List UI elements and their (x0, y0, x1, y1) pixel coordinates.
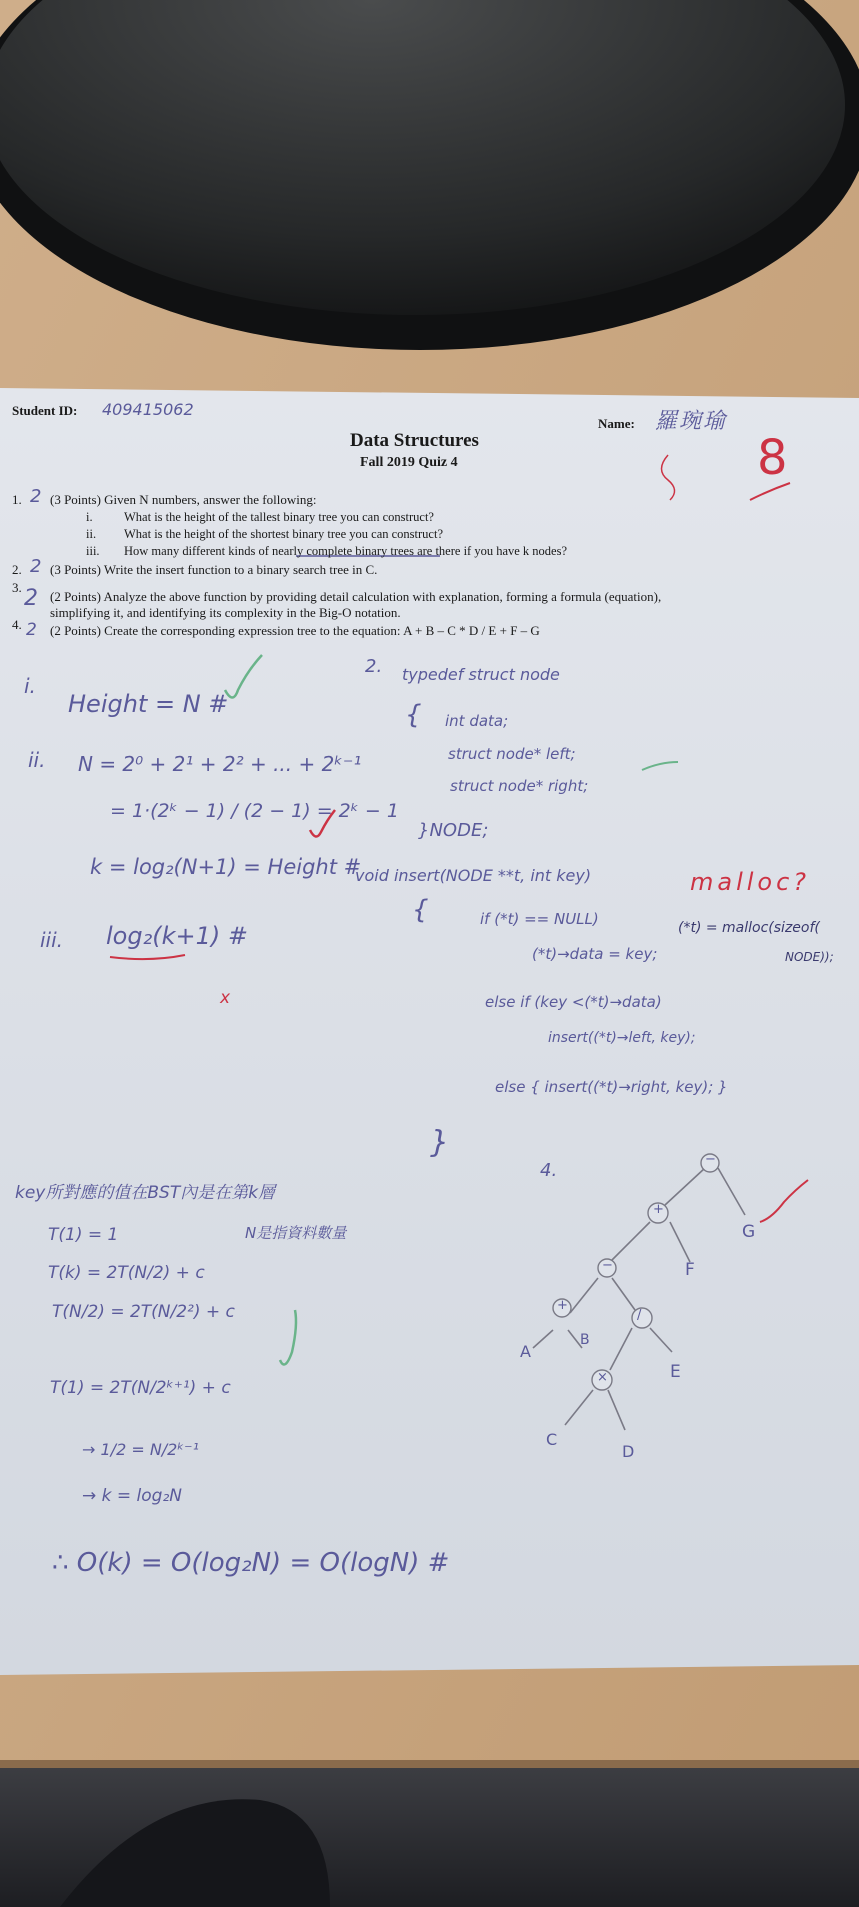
tree-node-times: × (597, 1370, 608, 1385)
q1-ii-text: What is the height of the shortest binary tree you can construct? (124, 527, 443, 541)
tree-node-e: E (670, 1362, 681, 1382)
a3-side-note: N是指資料數量 (245, 1224, 347, 1242)
a3-line-7: ∴ O(k) = O(log₂N) = O(logN) # (52, 1548, 450, 1578)
a2-line-4: struct node* right; (450, 777, 589, 795)
q4-num: 4. (12, 617, 22, 632)
q1-ii-num: ii. (86, 527, 97, 541)
a3-line-0: key所對應的值在BST內是在第k層 (15, 1183, 276, 1203)
a1-i: Height = N # (68, 690, 229, 718)
a2-line-7: { (412, 895, 429, 925)
a3-line-1: T(1) = 1 (48, 1225, 119, 1245)
malloc-line-1: (*t) = malloc(sizeof( (678, 920, 820, 936)
q1-iii-num: iii. (86, 544, 100, 558)
a2-line-2: int data; (445, 712, 509, 730)
paper-sheet (0, 388, 859, 1675)
tree-node-divide: / (637, 1308, 642, 1323)
a2-label: 2. (365, 656, 383, 677)
a2-line-0: typedef struct node (402, 665, 560, 684)
tree-node-root: − (705, 1152, 716, 1167)
tree-node-c: C (546, 1430, 558, 1449)
a3-line-2: T(k) = 2T(N/2) + c (48, 1263, 205, 1283)
a1-iii-label: iii. (40, 928, 64, 952)
q1-i-text: What is the height of the tallest binary tree you can construct? (124, 510, 434, 524)
a3-line-4: T(1) = 2T(N/2ᵏ⁺¹) + c (50, 1378, 231, 1398)
student-id-label: Student ID: (12, 403, 78, 418)
q3-text-cont: simplifying it, and identifying its complexity in the Big-O notation. (50, 605, 401, 620)
tree-node-a: A (520, 1342, 531, 1361)
tree-node-g: G (742, 1222, 756, 1242)
a2-line-8: if (*t) == NULL) (480, 910, 599, 928)
name-value: 羅琬瑜 (655, 409, 728, 434)
a1-ii-line1: N = 2⁰ + 2¹ + 2² + ... + 2ᵏ⁻¹ (78, 752, 362, 776)
q4-mark: 2 (26, 620, 37, 640)
q2-mark: 2 (30, 556, 42, 577)
q1-text: (3 Points) Given N numbers, answer the following: (50, 492, 317, 507)
score: 8 (757, 430, 788, 486)
q1-num: 1. (12, 492, 22, 507)
q1-i-num: i. (86, 510, 93, 524)
a1-ii-line3: k = log₂(N+1) = Height # (90, 855, 362, 879)
grader-note-malloc: malloc? (690, 868, 811, 896)
a2-line-11: insert((*t)→left, key); (548, 1030, 696, 1046)
page-title: Data Structures (350, 430, 479, 451)
student-id-value: 409415062 (102, 400, 194, 419)
a2-line-9: (*t)→data = key; (532, 945, 658, 963)
q2-text: (3 Points) Write the insert function to a binary search tree in C. (50, 562, 378, 577)
q4-text: (2 Points) Create the corresponding expression tree to the equation: A + B – C * D / E + F – G (50, 623, 540, 638)
a3-line-5: → 1/2 = N/2ᵏ⁻¹ (82, 1440, 200, 1459)
a2-line-5: }NODE; (418, 820, 489, 841)
a1-ii-line2: = 1·(2ᵏ − 1) / (2 − 1) = 2ᵏ − 1 (110, 800, 399, 822)
a1-iii: log₂(k+1) # (106, 922, 248, 950)
tree-node-f: F (685, 1260, 695, 1280)
malloc-line-2: NODE)); (785, 950, 834, 964)
q3-text: (2 Points) Analyze the above function by providing detail calculation with explanation, forming a formula (equation), (50, 589, 662, 604)
tree-node-d: D (622, 1442, 635, 1461)
a2-line-1: { (405, 700, 422, 730)
name-label: Name: (598, 416, 635, 431)
q1-iii-text: How many different kinds of nearly complete binary trees are there if you have k nodes? (124, 544, 568, 558)
q3-num: 3. (12, 580, 22, 595)
a2-line-13: } (430, 1125, 450, 1160)
a1-ii-label: ii. (28, 748, 46, 772)
tree-node-minus-2: − (602, 1258, 613, 1273)
page-subtitle: Fall 2019 Quiz 4 (360, 455, 458, 470)
a2-line-6: void insert(NODE **t, int key) (355, 866, 592, 885)
a4-label: 4. (540, 1160, 558, 1181)
q2-num: 2. (12, 562, 22, 577)
tree-node-b: B (580, 1332, 590, 1348)
q1-mark: 2 (30, 486, 42, 507)
a2-line-3: struct node* left; (448, 745, 576, 763)
tree-node-plus-2: + (557, 1298, 568, 1313)
a2-line-12: else { insert((*t)→right, key); } (495, 1078, 728, 1096)
a1-iii-mark: x (220, 988, 231, 1008)
a2-line-10: else if (key <(*t)→data) (485, 993, 662, 1011)
a3-line-3: T(N/2) = 2T(N/2²) + c (52, 1302, 235, 1322)
q3-mark: 2 (24, 586, 38, 611)
desk-edge (0, 1760, 859, 1768)
tree-node-plus-1: + (653, 1202, 664, 1217)
a1-i-label: i. (24, 674, 36, 698)
a3-line-6: → k = log₂N (82, 1486, 182, 1506)
